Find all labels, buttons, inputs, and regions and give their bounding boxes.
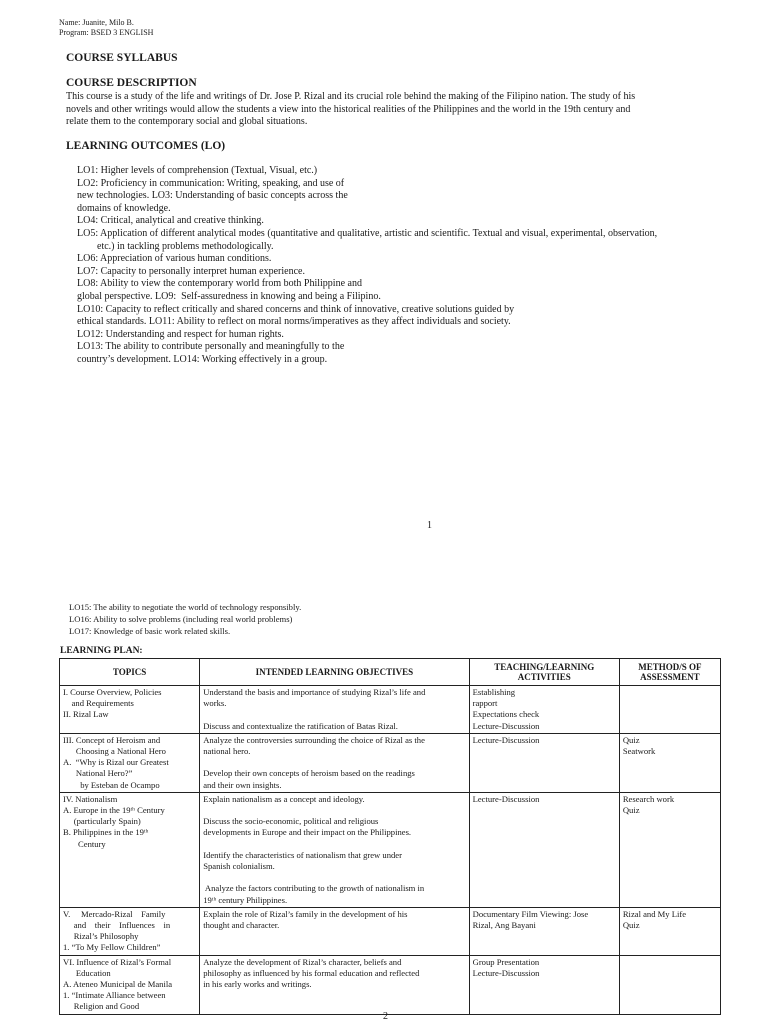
objectives-cell <box>200 686 469 734</box>
cell-line: 1. “To My Fellow Children” <box>63 942 161 953</box>
activities-cell <box>469 792 619 907</box>
cell-line: Rizal’s Philosophy <box>63 931 139 942</box>
learning-outcome-line: LO8: Ability to view the contemporary world from both Philippine and <box>77 278 362 290</box>
learning-outcome-line: global perspective. LO9: Self-assuredness in knowing and being a Filipino. <box>77 290 381 302</box>
cell-line: Identify the characteristics of nationalism that grew under <box>203 849 402 860</box>
activities-cell <box>469 686 619 734</box>
topics-cell <box>60 733 200 792</box>
cell-line: Rizal and My Life <box>622 908 687 919</box>
table-row <box>60 686 721 734</box>
cell-line <box>203 757 465 768</box>
assessment-cell <box>619 686 720 734</box>
learning-outcome-line: LO12: Understanding and respect for human rights. <box>77 328 284 340</box>
cell-line: IV. Nationalism <box>63 793 118 804</box>
cell-line: III. Concept of Heroism and <box>63 734 161 745</box>
cell-line: Analyze the controversies surrounding the choice of Rizal as the <box>203 734 425 745</box>
activities-cell <box>469 955 619 1014</box>
topics-cell <box>60 686 200 734</box>
cell-line: Education <box>63 967 111 978</box>
cell-line: A. “Why is Rizal our Greatest <box>63 757 169 768</box>
objectives-cell <box>200 955 469 1014</box>
learning-outcome-line: LO13: The ability to contribute personally and meaningfully to the <box>77 341 345 353</box>
description-line: relate them to the contemporary social and global situations. <box>66 116 308 128</box>
cell-line: philosophy as influenced by his formal education and reflected <box>203 967 420 978</box>
cell-line: A. Europe in the 19ᵗʰ Century <box>63 805 165 816</box>
learning-outcome-line: ethical standards. LO11: Ability to reflect on moral norms/imperatives as they affect individuals and society. <box>77 316 511 328</box>
course-description-heading: COURSE DESCRIPTION <box>66 77 197 89</box>
assessment-cell <box>619 733 720 792</box>
table-row <box>60 792 721 907</box>
assessment-cell <box>619 907 720 955</box>
cell-line: and their Influences in <box>63 920 171 931</box>
learning-outcome-line: LO1: Higher levels of comprehension (Textual, Visual, etc.) <box>77 165 318 176</box>
learning-outcome-line: LO5: Application of different analytical modes (quantitative and qualitative, artistic and scientific. Textual and visual, experimental, observation, <box>77 227 658 239</box>
learning-outcome-line: LO2: Proficiency in communication: Writing, speaking, and use of <box>77 177 345 189</box>
assessment-cell <box>619 792 720 907</box>
student-name: Name: Juanite, Milo B. <box>59 18 134 27</box>
syllabus-title: COURSE SYLLABUS <box>66 52 178 64</box>
activities-cell <box>469 907 619 955</box>
cell-line: VI. Influence of Rizal’s Formal <box>63 956 172 967</box>
cell-line: V. Mercado-Rizal Family <box>63 908 166 919</box>
cell-line: Discuss and contextualize the ratification of Batas Rizal. <box>203 720 398 731</box>
page-number: 2 <box>383 1011 388 1022</box>
learning-outcomes-list <box>77 165 717 367</box>
cell-line: Lecture-Discussion <box>472 793 540 804</box>
cell-line: by Esteban de Ocampo <box>63 779 160 790</box>
objectives-cell <box>200 733 469 792</box>
cell-line: Seatwork <box>622 746 656 757</box>
learning-outcome-line: domains of knowledge. <box>77 202 171 214</box>
table-row <box>60 907 721 955</box>
cell-line: Religion and Good <box>63 1001 140 1012</box>
cell-line: Lecture-Discussion <box>472 734 540 745</box>
objectives-cell <box>200 792 469 907</box>
cell-line: developments in Europe and their impact on the Philippines. <box>203 827 412 838</box>
table-header-row <box>60 659 721 686</box>
cell-line: Analyze the development of Rizal’s character, beliefs and <box>203 956 402 967</box>
column-header-topics: TOPICS <box>60 659 200 686</box>
cell-line: Century <box>63 838 106 849</box>
student-program: Program: BSED 3 ENGLISH <box>59 28 154 37</box>
cell-line <box>203 872 465 883</box>
cell-line: Choosing a National Hero <box>63 746 166 757</box>
cell-line: 1. “Intimate Alliance between <box>63 990 166 1001</box>
description-line: novels and other writings would allow the students a view into the historical realities of the Philippines and the world in the 19th century and <box>66 103 631 115</box>
cell-line: Documentary Film Viewing: Jose <box>472 908 589 919</box>
cell-line <box>203 709 465 720</box>
topics-cell <box>60 907 200 955</box>
cell-line: Explain nationalism as a concept and ideology. <box>203 793 365 804</box>
learning-outcome-line: LO4: Critical, analytical and creative thinking. <box>77 215 264 227</box>
cell-line: Establishing <box>472 687 516 697</box>
cell-line: Lecture-Discussion <box>472 967 540 978</box>
cell-line: Lecture-Discussion <box>472 720 540 731</box>
cell-line: Rizal, Ang Bayani <box>472 920 536 931</box>
cell-line: Research work <box>622 793 675 804</box>
cell-line: and their own insights. <box>203 779 282 790</box>
page-number: 1 <box>427 520 432 531</box>
cell-line: Quiz <box>622 920 640 931</box>
learning-outcome-line: country’s development. LO14: Working effectively in a group. <box>77 353 328 365</box>
cell-line: Analyze the factors contributing to the growth of nationalism in <box>203 883 425 894</box>
cell-line <box>203 839 465 850</box>
cell-line: Group Presentation <box>472 956 540 967</box>
cell-line: Spanish colonialism. <box>203 861 275 872</box>
assessment-cell <box>619 955 720 1014</box>
learning-plan-table <box>59 658 721 1015</box>
cell-line: in his early works and writings. <box>203 979 312 990</box>
cell-line: national hero. <box>203 746 251 757</box>
cell-line: Understand the basis and importance of studying Rizal’s life and <box>203 687 426 697</box>
cell-line: Discuss the socio-economic, political and religious <box>203 816 379 827</box>
cell-line: works. <box>203 698 227 709</box>
learning-outcome-line: etc.) in tackling problems methodologically. <box>77 240 274 252</box>
cell-line: B. Philippines in the 19ᵗʰ <box>63 827 149 838</box>
learning-outcome-line: LO6: Appreciation of various human conditions. <box>77 253 272 265</box>
topics-cell <box>60 955 200 1014</box>
learning-outcome-line: LO16: Ability to solve problems (including real world problems) <box>69 614 293 624</box>
activities-cell <box>469 733 619 792</box>
cell-line: National Hero?” <box>63 768 133 779</box>
column-header-activities: TEACHING/LEARNING ACTIVITIES <box>469 659 619 686</box>
cell-line: (particularly Spain) <box>63 816 141 827</box>
cell-line: rapport <box>472 698 498 709</box>
course-description-text <box>66 91 714 129</box>
cell-line: thought and character. <box>203 920 280 931</box>
learning-outcomes-continued <box>69 601 301 637</box>
cell-line: and Requirements <box>63 698 134 709</box>
cell-line: II. Rizal Law <box>63 709 109 720</box>
topics-cell <box>60 792 200 907</box>
cell-line: Quiz <box>622 734 640 745</box>
cell-line: Expectations check <box>472 709 540 720</box>
cell-line <box>203 805 465 816</box>
cell-line: 19ᵗʰ century Philippines. <box>203 894 288 905</box>
column-header-objectives: INTENDED LEARNING OBJECTIVES <box>200 659 469 686</box>
learning-outcome-line: LO15: The ability to negotiate the world of technology responsibly. <box>69 602 302 612</box>
table-row <box>60 955 721 1014</box>
cell-line: Explain the role of Rizal’s family in the development of his <box>203 908 408 919</box>
learning-outcome-line: LO7: Capacity to personally interpret human experience. <box>77 265 305 277</box>
cell-line: Develop their own concepts of heroism based on the readings <box>203 768 415 779</box>
description-line: This course is a study of the life and writings of Dr. Jose P. Rizal and its crucial role behind the making of the Filipino nation. The study of his <box>66 91 636 102</box>
learning-outcome-line: LO10: Capacity to reflect critically and shared concerns and think of innovative, creative solutions guided by <box>77 303 515 315</box>
learning-outcome-line: new technologies. LO3: Understanding of basic concepts across the <box>77 190 348 202</box>
learning-plan-label: LEARNING PLAN: <box>60 646 143 656</box>
column-header-assessment: METHOD/S OF ASSESSMENT <box>619 659 720 686</box>
learning-outcomes-heading: LEARNING OUTCOMES (LO) <box>66 140 226 152</box>
learning-outcome-line: LO17: Knowledge of basic work related skills. <box>69 626 231 636</box>
cell-line: Quiz <box>622 805 640 816</box>
table-row <box>60 733 721 792</box>
objectives-cell <box>200 907 469 955</box>
cell-line: A. Ateneo Municipal de Manila <box>63 979 173 990</box>
cell-line: I. Course Overview, Policies <box>63 687 162 697</box>
